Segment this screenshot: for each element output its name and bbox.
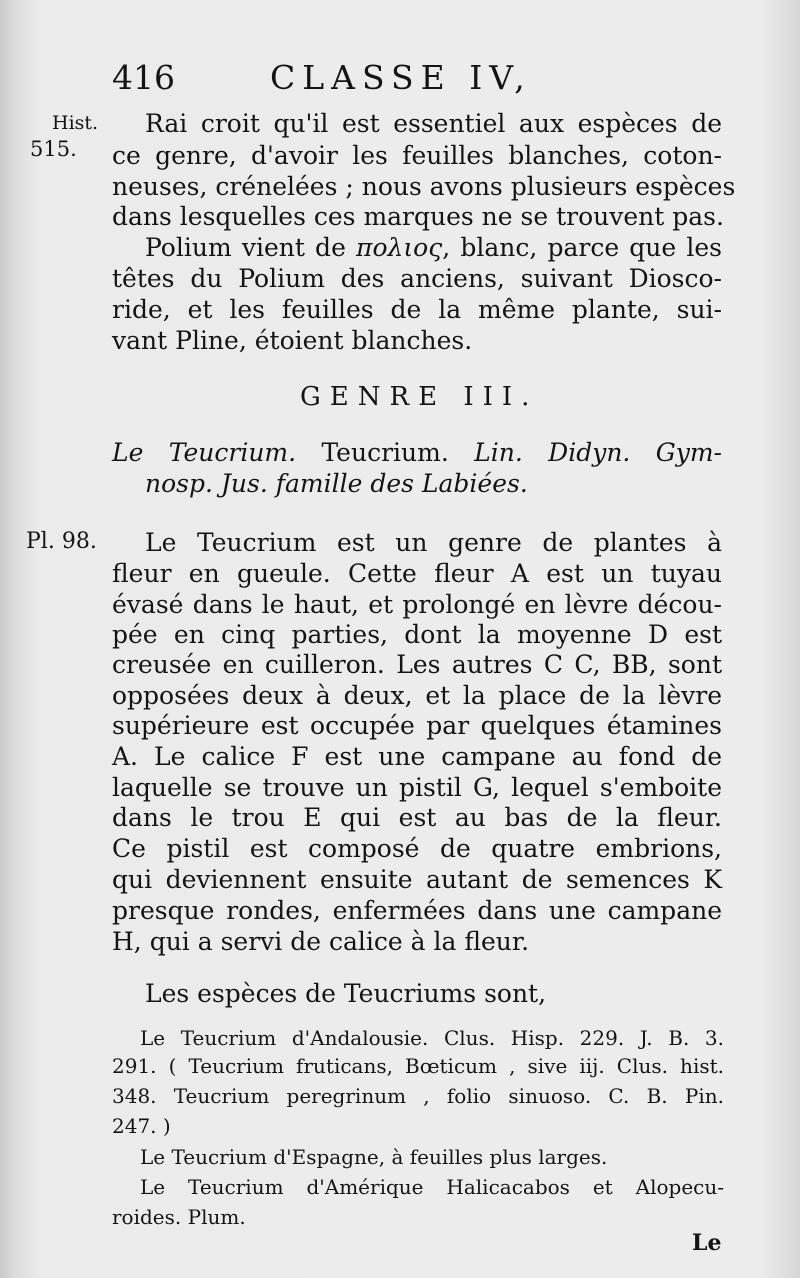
- para2-text: , blanc, parce que les: [442, 233, 722, 262]
- para1-line: Rai croit qu'il est essentiel aux espèces de: [145, 109, 722, 138]
- greek-word: πολιος: [356, 233, 443, 262]
- running-head: CLASSE IV,: [270, 58, 532, 97]
- para1-line: neuses, crénelées ; nous avons plusieurs espèces: [112, 172, 736, 201]
- genre-name-italic: Le Teucrium.: [112, 438, 297, 467]
- margin-note-hist: Hist.: [52, 112, 99, 134]
- species-line: Le Teucrium d'Espagne, à feuilles plus larges.: [140, 1145, 608, 1169]
- genre-name-roman: Teucrium.: [321, 438, 449, 467]
- catchword: Le: [692, 1230, 722, 1256]
- para2-line: [145, 231, 722, 265]
- para3-line: Ce pistil est composé de quatre embrions,: [112, 834, 722, 863]
- species-line: Le Teucrium d'Andalousie. Clus. Hisp. 229. J. B. 3.: [140, 1026, 724, 1050]
- para3-line: dans le trou E qui est au bas de la fleur.: [112, 803, 722, 832]
- para3-line: opposées deux à deux, et la place de la lèvre: [112, 681, 722, 710]
- para2-line: ride, et les feuilles de la même plante, sui-: [112, 295, 722, 324]
- para3-line: fleur en gueule. Cette fleur A est un tuyau: [112, 559, 722, 588]
- para1-line: ce genre, d'avoir les feuilles blanches, coton-: [112, 141, 722, 170]
- margin-note-plate: Pl. 98.: [26, 529, 97, 554]
- para2-text: Polium vient de: [145, 233, 346, 262]
- para3-line: pée en cinq parties, dont la moyenne D est: [112, 620, 722, 649]
- para3-line: creusée en cuilleron. Les autres C C, BB, sont: [112, 650, 722, 679]
- species-line: 291. ( Teucrium fruticans, Bœticum , sive iij. Clus. hist.: [112, 1054, 724, 1078]
- para1-line: dans lesquelles ces marques ne se trouvent pas.: [112, 202, 724, 231]
- para3-line: supérieure est occupée par quelques étamines: [112, 711, 722, 740]
- species-line: 247. ): [112, 1114, 171, 1138]
- species-heading: Les espèces de Teucriums sont,: [145, 979, 547, 1008]
- page-number: 416: [112, 58, 175, 97]
- para3-line: presque rondes, enfermées dans une campane: [112, 896, 722, 925]
- genre-subtitle-line: [112, 436, 722, 470]
- genre-subtitle-line: [145, 467, 755, 501]
- para3-line: Le Teucrium est un genre de plantes à: [145, 528, 722, 557]
- para3-line: H, qui a servi de calice à la fleur.: [112, 927, 530, 956]
- species-line: Le Teucrium d'Amérique Halicacabos et Alopecu-: [140, 1175, 724, 1199]
- para3-line: A. Le calice F est une campane au fond de: [112, 742, 722, 771]
- genre-heading: GENRE III.: [300, 382, 539, 412]
- para3-line: laquelle se trouve un pistil G, lequel s'emboite: [112, 773, 722, 802]
- species-line: 348. Teucrium peregrinum , folio sinuoso. C. B. Pin.: [112, 1084, 724, 1108]
- species-line: roides. Plum.: [112, 1205, 246, 1229]
- genre-classification: nosp. Jus. famille des Labiées.: [145, 469, 528, 498]
- para2-line: vant Pline, étoient blanches.: [112, 326, 473, 355]
- para3-line: qui deviennent ensuite autant de semences K: [112, 865, 722, 894]
- margin-note-hist-ref: 515.: [30, 137, 77, 161]
- genre-classification: Lin. Didyn. Gym-: [474, 438, 722, 467]
- para2-line: têtes du Polium des anciens, suivant Dioscо-: [112, 264, 722, 293]
- para3-line: évasé dans le haut, et prolongé en lèvre décou-: [112, 590, 722, 619]
